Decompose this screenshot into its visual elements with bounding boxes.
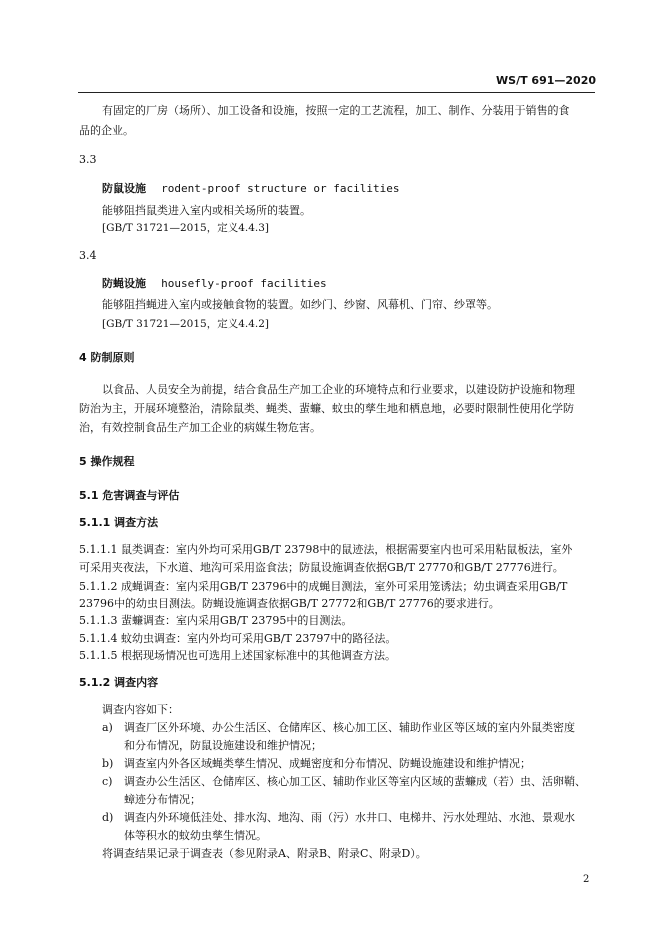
term-cn: 防鼠设施 [102,182,146,195]
clause-line: 5.1.1.5 根据现场情况也可选用上述国家标准中的其他调查方法。 [79,649,396,662]
section-heading: 4 防制原则 [79,351,135,364]
paragraph-line: 品的企业。 [79,124,134,137]
page-number: 2 [583,874,590,885]
list-item-line: 调查办公生活区、仓储库区、核心加工区、辅助作业区等室内区域的蜚蠊成（若）虫、活卵鞘、 [124,775,586,788]
paragraph-line: 以食品、人员安全为前提，结合食品生产加工企业的环境特点和行业要求，以建设防护设施和物理 [102,383,575,396]
term-en: rodent-proof structure or facilities [161,182,400,195]
clause-line: 5.1.1.2 成蝇调查：室内采用GB/T 23796中的成蝇目测法，室外可采用笼诱法；幼虫调查采用GB/T [79,580,568,593]
clause-line: 23796中的幼虫目测法。防蝇设施调查依据GB/T 27772和GB/T 27776的要求进行。 [79,597,500,610]
paragraph-line: 防治为主，开展环境整治，清除鼠类、蝇类、蜚蠊、蚊虫的孳生地和栖息地，必要时限制性使用化学防 [79,402,574,415]
term-en: housefly-proof facilities [161,277,327,290]
term-source: [GB/T 31721—2015，定义4.4.3] [102,222,270,234]
paragraph-line: 有固定的厂房（场所）、加工设备和设施，按照一定的工艺流程，加工、制作、分装用于销售的食 [102,104,570,117]
term-entry [102,272,327,291]
subsection-heading: 5.1.1 调查方法 [79,516,159,529]
clause-line: 5.1.1.1 鼠类调查：室内外均可采用GB/T 23798中的鼠迹法，根据需要室内也可采用粘鼠板法，室外 [79,543,573,556]
subsection-heading: 5.1 危害调查与评估 [79,489,180,502]
section-number: 3.3 [79,153,97,166]
list-item-line: 调查厂区外环境、办公生活区、仓储库区、核心加工区、辅助作业区等区域的室内外鼠类密度 [124,721,575,734]
section-heading: 5 操作规程 [79,455,135,468]
list-item-line: 体等积水的蚊幼虫孳生情况。 [124,829,267,842]
list-item-line: 调查室内外各区域蝇类孳生情况、成蝇密度和分布情况、防蝇设施建设和维护情况； [124,757,531,770]
document-id: WS/T 691—2020 [496,74,596,87]
header-rule [78,92,595,93]
clause-line: 可采用夹夜法，下水道、地沟可采用盗食法；防鼠设施调查依据GB/T 27770和GB/T 27776进行。 [79,561,564,574]
list-marker: c) [102,775,113,788]
paragraph-line: 治，有效控制食品生产加工企业的病媒生物危害。 [79,421,321,434]
paragraph-line: 调查内容如下： [102,703,179,716]
term-cn: 防蝇设施 [102,277,146,290]
paragraph-line: 将调查结果记录于调查表（参见附录A、附录B、附录C、附录D）。 [102,847,427,860]
list-marker: b) [102,757,114,770]
list-item-line: 和分布情况，防鼠设施建设和维护情况； [124,739,322,752]
list-marker: a) [102,721,113,734]
clause-line: 5.1.1.4 蚊幼虫调查：室内外均可采用GB/T 23797中的路径法。 [79,632,397,645]
list-item-line: 调查内外环境低洼处、排水沟、地沟、雨（污）水井口、电梯井、污水处理站、水池、景观水 [124,811,575,824]
term-definition: 能够阻挡鼠类进入室内或相关场所的装置。 [102,204,311,217]
subsection-heading: 5.1.2 调查内容 [79,676,159,689]
term-entry [102,177,400,196]
list-item-line: 蟑迹分布情况； [124,793,201,806]
list-marker: d) [102,811,114,824]
term-source: [GB/T 31721—2015，定义4.4.2] [102,318,270,330]
term-definition: 能够阻挡蝇进入室内或接触食物的装置。如纱门、纱窗、风幕机、门帘、纱罩等。 [102,298,498,311]
clause-line: 5.1.1.3 蜚蠊调查：室内采用GB/T 23795中的目测法。 [79,614,353,627]
section-number: 3.4 [79,249,97,262]
